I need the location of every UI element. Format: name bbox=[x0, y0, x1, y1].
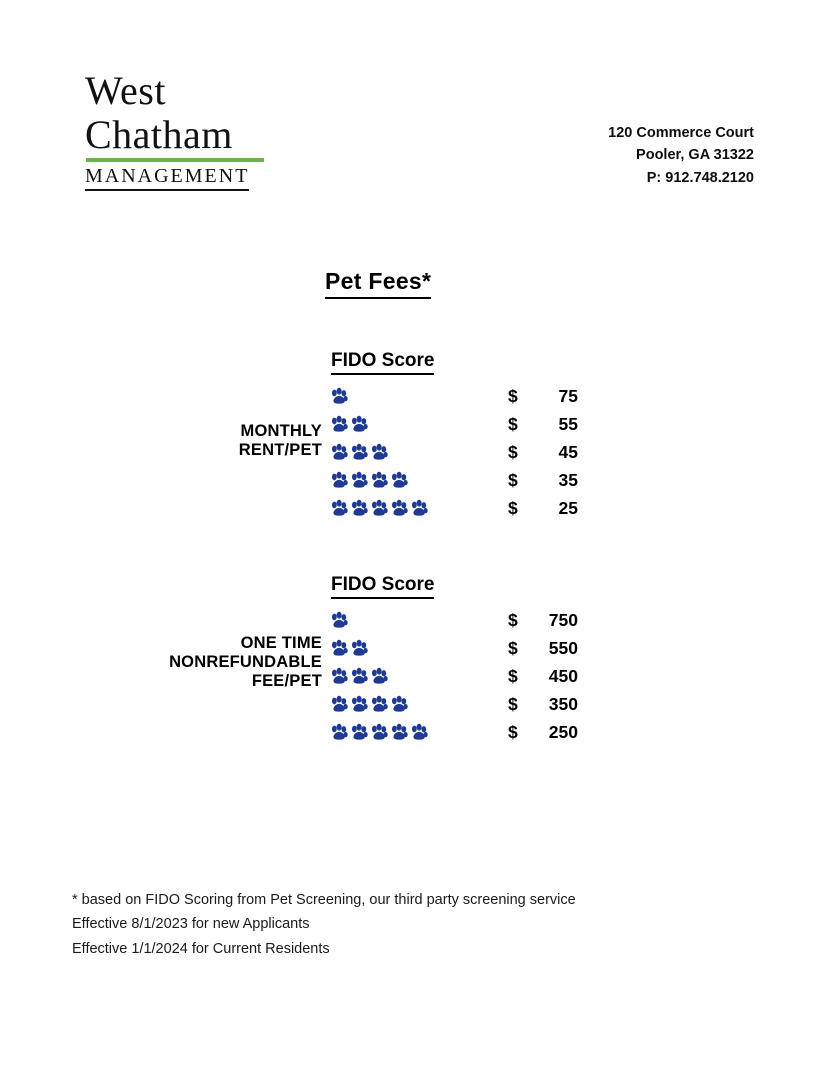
company-logo bbox=[85, 70, 345, 191]
currency-symbol: $ bbox=[508, 638, 518, 658]
table-row bbox=[0, 494, 835, 522]
paw-icon bbox=[349, 723, 368, 742]
paw-rating-2 bbox=[329, 634, 368, 662]
address-line-2: Pooler, GA 31322 bbox=[636, 147, 754, 164]
currency-symbol: $ bbox=[508, 666, 518, 686]
logo-subtitle: MANAGEMENT bbox=[85, 165, 249, 191]
paw-rating-1 bbox=[329, 382, 348, 410]
footnote-line-1: * based on FIDO Scoring from Pet Screening, our third party screening service bbox=[72, 892, 576, 908]
paw-icon bbox=[349, 695, 368, 714]
logo-green-rule bbox=[86, 158, 264, 162]
amount-value: 450 bbox=[548, 666, 578, 686]
paw-icon bbox=[329, 499, 348, 518]
amount-cell bbox=[508, 410, 588, 438]
amount-value: 550 bbox=[548, 638, 578, 658]
amount-value: 25 bbox=[558, 498, 578, 518]
amount-cell bbox=[508, 690, 588, 718]
amount-cell bbox=[508, 718, 588, 746]
one-time-fee-label-line-2: NONREFUNDABLE bbox=[169, 653, 322, 671]
currency-symbol: $ bbox=[508, 442, 518, 462]
paw-icon bbox=[329, 695, 348, 714]
paw-icon bbox=[369, 471, 388, 490]
paw-icon bbox=[369, 499, 388, 518]
paw-icon bbox=[349, 639, 368, 658]
paw-rating-3 bbox=[329, 662, 388, 690]
paw-rating-4 bbox=[329, 690, 408, 718]
paw-rating-4 bbox=[329, 466, 408, 494]
paw-icon bbox=[349, 667, 368, 686]
document-header bbox=[0, 70, 835, 200]
currency-symbol: $ bbox=[508, 694, 518, 714]
one-time-fee-label-line-3: FEE/PET bbox=[251, 672, 322, 690]
amount-value: 350 bbox=[548, 694, 578, 714]
amount-cell bbox=[508, 662, 588, 690]
table-row bbox=[0, 662, 835, 690]
footnote-line-2: Effective 8/1/2023 for new Applicants bbox=[72, 916, 310, 933]
amount-cell bbox=[508, 466, 588, 494]
footnotes bbox=[72, 888, 576, 961]
table-row bbox=[0, 690, 835, 718]
paw-rating-1 bbox=[329, 606, 348, 634]
amount-cell bbox=[508, 634, 588, 662]
one-time-fee-label-line-1: ONE TIME bbox=[240, 634, 322, 652]
table-row bbox=[0, 606, 835, 634]
paw-icon bbox=[329, 415, 348, 434]
paw-icon bbox=[349, 443, 368, 462]
paw-icon bbox=[369, 443, 388, 462]
fido-score-header: FIDO Score bbox=[331, 574, 434, 599]
address-line-1: 120 Commerce Court bbox=[608, 125, 754, 141]
paw-rating-5 bbox=[329, 718, 428, 746]
amount-value: 45 bbox=[558, 442, 578, 462]
amount-value: 35 bbox=[558, 470, 578, 490]
amount-cell bbox=[508, 382, 588, 410]
paw-icon bbox=[349, 415, 368, 434]
monthly-rent-label-line-2: RENT/PET bbox=[238, 441, 322, 459]
table-row bbox=[0, 634, 835, 662]
company-address bbox=[608, 122, 754, 189]
fido-score-header: FIDO Score bbox=[331, 350, 434, 375]
table-row bbox=[0, 438, 835, 466]
amount-value: 75 bbox=[558, 386, 578, 406]
address-phone: P: 912.748.2120 bbox=[646, 169, 754, 186]
currency-symbol: $ bbox=[508, 498, 518, 518]
paw-rating-2 bbox=[329, 410, 368, 438]
table-row bbox=[0, 718, 835, 746]
amount-cell bbox=[508, 494, 588, 522]
paw-rating-3 bbox=[329, 438, 388, 466]
paw-icon bbox=[329, 723, 348, 742]
table-row bbox=[0, 382, 835, 410]
paw-icon bbox=[389, 471, 408, 490]
paw-icon bbox=[349, 499, 368, 518]
currency-symbol: $ bbox=[508, 414, 518, 434]
paw-icon bbox=[329, 639, 348, 658]
amount-value: 55 bbox=[558, 414, 578, 434]
amount-cell bbox=[508, 438, 588, 466]
currency-symbol: $ bbox=[508, 610, 518, 630]
paw-icon bbox=[349, 471, 368, 490]
paw-icon bbox=[389, 695, 408, 714]
paw-icon bbox=[409, 723, 428, 742]
one-time-fee-rows bbox=[0, 606, 835, 746]
amount-value: 750 bbox=[548, 610, 578, 630]
monthly-rent-label-line-1: MONTHLY bbox=[240, 422, 322, 440]
paw-icon bbox=[329, 471, 348, 490]
logo-text-line-2: Chatham bbox=[85, 112, 233, 157]
monthly-rent-rows bbox=[0, 382, 835, 522]
amount-cell bbox=[508, 606, 588, 634]
paw-icon bbox=[409, 499, 428, 518]
currency-symbol: $ bbox=[508, 386, 518, 406]
paw-icon bbox=[369, 723, 388, 742]
paw-icon bbox=[389, 723, 408, 742]
paw-icon bbox=[369, 695, 388, 714]
paw-icon bbox=[369, 667, 388, 686]
footnote-line-3: Effective 1/1/2024 for Current Residents bbox=[72, 940, 330, 957]
currency-symbol: $ bbox=[508, 470, 518, 490]
currency-symbol: $ bbox=[508, 722, 518, 742]
logo-text-line-1: West bbox=[85, 68, 166, 113]
paw-icon bbox=[329, 611, 348, 630]
amount-value: 250 bbox=[548, 722, 578, 742]
paw-icon bbox=[329, 667, 348, 686]
table-row bbox=[0, 466, 835, 494]
paw-rating-5 bbox=[329, 494, 428, 522]
table-row bbox=[0, 410, 835, 438]
paw-icon bbox=[389, 499, 408, 518]
paw-icon bbox=[329, 443, 348, 462]
page-title: Pet Fees* bbox=[325, 268, 431, 299]
paw-icon bbox=[329, 387, 348, 406]
